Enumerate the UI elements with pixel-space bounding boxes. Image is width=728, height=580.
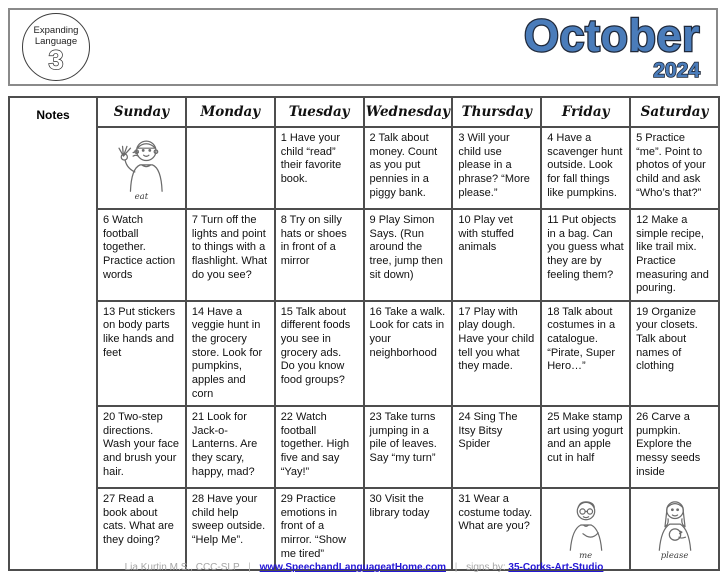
week-row-2	[9, 209, 719, 301]
activity-text: 11 Put objects in a bag. Can you guess what they are by feeling them?	[547, 214, 624, 281]
activity-text: 13 Put stickers on body parts like hands and feet	[103, 305, 176, 359]
calendar-cell-27	[97, 488, 186, 570]
expanding-language-logo	[22, 13, 90, 81]
activity-text: 18 Talk about costumes in a catalogue. “Pirate, Super Hero…”	[547, 305, 616, 373]
calendar-cell-16	[364, 301, 453, 406]
activity-text: 25 Make stamp art using yogurt and an apple cut in half	[547, 411, 624, 464]
activity-text: 5 Practice “me”. Point to photos of your child and ask “Who’s that?”	[636, 132, 706, 199]
notes-column	[9, 97, 97, 570]
activity-text: 10 Play vet with stuffed animals	[458, 214, 514, 254]
sign-eat-illustration	[110, 135, 172, 193]
calendar-cell-20	[97, 406, 186, 488]
calendar-cell-28	[186, 488, 275, 570]
activity-text: 12 Make a simple recipe, like trail mix. Practice measuring and pouring.	[636, 214, 709, 295]
calendar-body	[9, 97, 719, 570]
notes-label: Notes	[36, 108, 70, 122]
activity-text: 8 Try on silly hats or shoes in front of a mirror	[280, 214, 347, 267]
calendar-cell-31	[452, 488, 541, 570]
day-header-tuesday: Tuesday	[275, 97, 364, 127]
calendar-cell-17	[452, 301, 541, 406]
week-row-4	[9, 406, 719, 488]
sign-me-illustration	[557, 498, 615, 552]
signs-credit-link[interactable]: 35-Corks-Art-Studio	[508, 562, 604, 573]
calendar-cell-5	[630, 127, 719, 209]
activity-text: 29 Practice emotions in front of a mirror. “Show me tired”	[280, 493, 347, 560]
title-block	[524, 12, 700, 81]
calendar-cell-8	[275, 209, 364, 301]
calendar-cell-25	[541, 406, 630, 488]
sign-cell-me	[541, 488, 630, 570]
calendar-cell-30	[364, 488, 453, 570]
activity-text: 2 Talk about money. Count as you put pennies in a piggy bank.	[369, 132, 438, 199]
calendar-cell-29	[275, 488, 364, 570]
calendar-cell-14	[186, 301, 275, 406]
day-header-friday: Friday	[541, 97, 630, 127]
empty-cell	[186, 127, 275, 209]
calendar-cell-24	[452, 406, 541, 488]
website-link[interactable]: www.SpeechandLanguageatHome.com	[259, 562, 446, 573]
activity-text: 17 Play with play dough. Have your child tell you what they made.	[458, 305, 535, 373]
activity-text: 23 Take turns jumping in a pile of leaves. Say “my turn”	[369, 411, 437, 464]
activity-text: 9 Play Simon Says. (Run around the tree, jump then sit down)	[369, 214, 443, 281]
calendar-cell-11	[541, 209, 630, 301]
activity-text: 7 Turn off the lights and point to things with a flashlight. What do you see?	[191, 214, 268, 281]
activity-text: 15 Talk about different foods you see in grocery ads. Do you know food groups?	[280, 305, 351, 386]
footer	[0, 562, 728, 573]
calendar-cell-19	[630, 301, 719, 406]
logo-text-line1: Expanding	[33, 25, 79, 36]
calendar-cell-26	[630, 406, 719, 488]
week-row-1	[9, 127, 719, 209]
calendar-cell-23	[364, 406, 453, 488]
footer-separator: |	[454, 562, 458, 573]
calendar-cell-12	[630, 209, 719, 301]
sign-caption: eat	[134, 191, 149, 202]
sign-caption: me	[579, 550, 593, 561]
activity-text: 26 Carve a pumpkin. Explore the messy seeds inside	[636, 411, 701, 478]
sign-caption: please	[660, 550, 689, 561]
calendar-cell-2	[364, 127, 453, 209]
calendar-cell-1	[275, 127, 364, 209]
sign-please-illustration	[646, 498, 704, 552]
calendar-cell-13	[97, 301, 186, 406]
calendar-cell-15	[275, 301, 364, 406]
calendar-cell-10	[452, 209, 541, 301]
sign-cell-please	[630, 488, 719, 570]
activity-text: 4 Have a scavenger hunt outside. Look for fall things like pumpkins.	[547, 132, 623, 199]
activity-text: 1 Have your child “read” their favorite book.	[280, 132, 342, 185]
activity-text: 31 Wear a costume today. What are you?	[458, 493, 533, 533]
activity-text: 28 Have your child help sweep outside. “Help Me”.	[191, 493, 266, 546]
activity-text: 30 Visit the library today	[369, 493, 430, 519]
year-title: 2024	[653, 59, 700, 83]
activity-text: 3 Will your child use please in a phrase? “More please.”	[458, 132, 530, 199]
day-header-thursday: Thursday	[452, 97, 541, 127]
activity-text: 14 Have a veggie hunt in the grocery store. Look for pumpkins, apples and corn	[191, 305, 263, 400]
week-row-5	[9, 488, 719, 570]
calendar-header-row	[9, 97, 719, 127]
day-header-wednesday: Wednesday	[364, 97, 453, 127]
calendar-cell-4	[541, 127, 630, 209]
month-title: October	[523, 10, 700, 61]
day-header-monday: Monday	[186, 97, 275, 127]
day-header-saturday: Saturday	[630, 97, 719, 127]
activity-text: 6 Watch football together. Practice action words	[103, 214, 176, 281]
calendar-cell-3	[452, 127, 541, 209]
calendar-cell-6	[97, 209, 186, 301]
signs-by-label: signs by:	[466, 562, 506, 573]
activity-text: 24 Sing The Itsy Bitsy Spider	[458, 411, 518, 451]
footer-credit: Lia Kurtin M.S., CCC-SLP	[124, 562, 240, 573]
footer-separator: |	[248, 562, 251, 573]
header	[8, 8, 718, 86]
calendar-cell-7	[186, 209, 275, 301]
calendar-table	[8, 96, 720, 571]
activity-text: 19 Organize your closets. Talk about names of clothing	[636, 305, 698, 373]
activity-text: 21 Look for Jack-o-Lanterns. Are they scary, happy, mad?	[191, 411, 258, 478]
calendar-cell-9	[364, 209, 453, 301]
logo-text-line2: Language	[34, 36, 78, 48]
week-row-3	[9, 301, 719, 406]
activity-text: 22 Watch football together. High five and say “Yay!”	[280, 411, 350, 478]
calendar-cell-18	[541, 301, 630, 406]
day-header-sunday: Sunday	[97, 97, 186, 127]
sign-cell-eat	[97, 127, 186, 209]
logo-level-number: 3	[48, 44, 64, 75]
activity-text: 16 Take a walk. Look for cats in your neighborhood	[369, 305, 446, 359]
calendar-cell-22	[275, 406, 364, 488]
activity-text: 27 Read a book about cats. What are they doing?	[103, 493, 174, 546]
calendar-cell-21	[186, 406, 275, 488]
activity-text: 20 Two-step directions. Wash your face and brush your hair.	[103, 411, 180, 478]
